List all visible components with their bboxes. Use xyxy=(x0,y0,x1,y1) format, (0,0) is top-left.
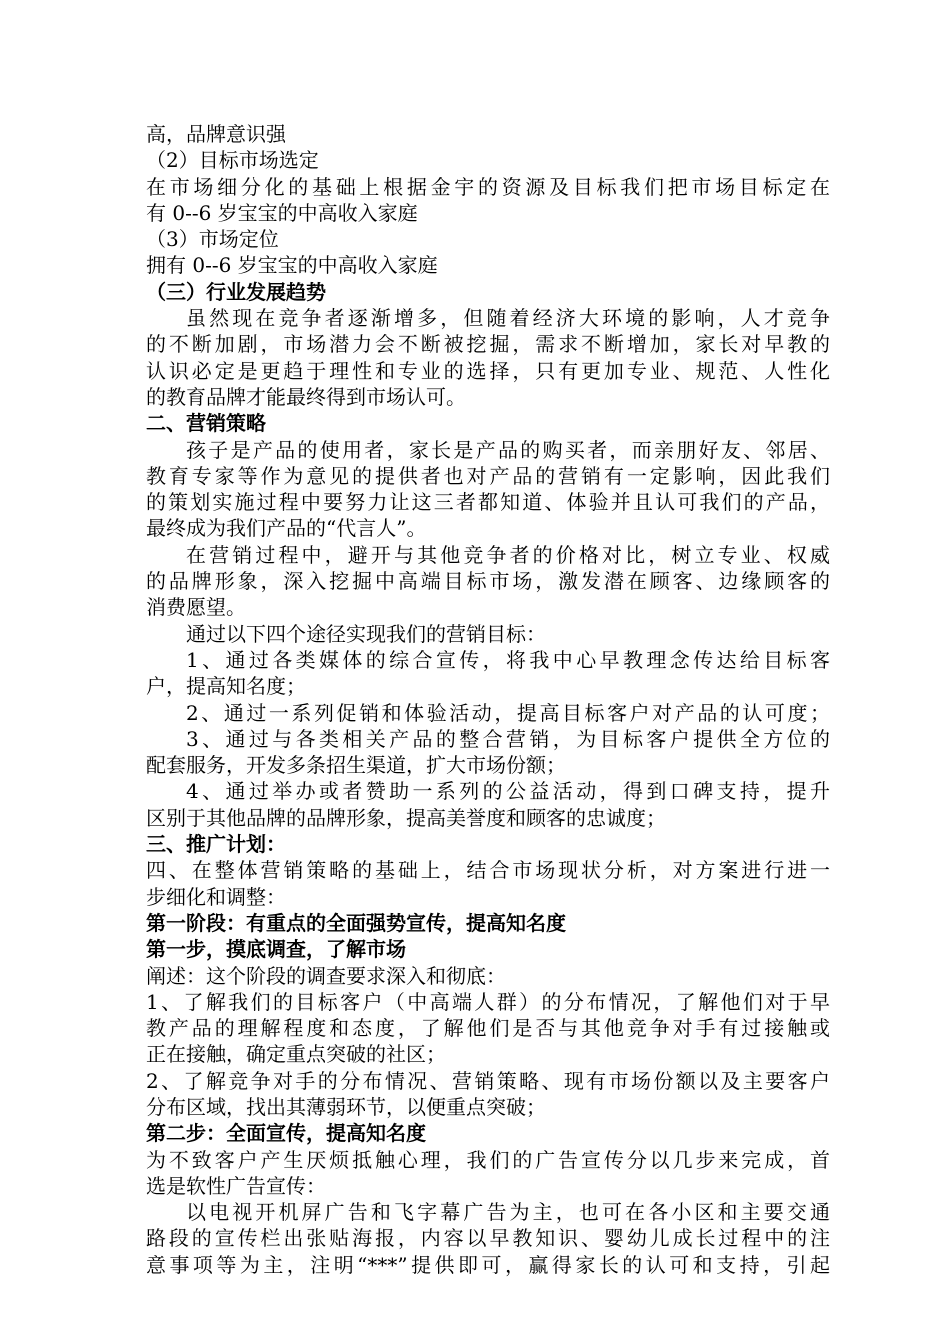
text-line: 在市场细分化的基础上根据金宇的资源及目标我们把市场目标定在 xyxy=(146,174,830,199)
text-line: 的策划实施过程中要努力让这三者都知道、体验并且认可我们的产品， xyxy=(146,490,830,515)
list-item: 1、通过各类媒体的综合宣传，将我中心早教理念传达给目标客 xyxy=(186,647,830,672)
list-item: 4、通过举办或者赞助一系列的公益活动，得到口碑支持，提升 xyxy=(186,779,830,804)
phase-heading: 第一阶段：有重点的全面强势宣传，提高知名度 xyxy=(146,910,566,935)
text-line: 认识必定是更趋于理性和专业的选择，只有更加专业、规范、人性化 xyxy=(146,358,830,383)
step-heading: 第一步，摸底调查，了解市场 xyxy=(146,937,406,962)
text-line: 拥有 0--6 岁宝宝的中高收入家庭 xyxy=(146,253,438,278)
text-line: 教育专家等作为意见的提供者也对产品的营销有一定影响，因此我们 xyxy=(146,463,830,488)
text-line: 教产品的理解程度和态度，了解他们是否与其他竞争对手有过接触或 xyxy=(146,1016,830,1041)
subheading: （3）市场定位 xyxy=(146,227,279,252)
text-line: 的品牌形象，深入挖掘中高端目标市场，激发潜在顾客、边缘顾客的 xyxy=(146,569,830,594)
text-line: 路段的宣传栏出张贴海报，内容以早教知识、婴幼儿成长过程中的注 xyxy=(146,1226,830,1251)
text-line: 孩子是产品的使用者，家长是产品的购买者，而亲朋好友、邻居、 xyxy=(186,437,830,462)
list-item: 2、通过一系列促销和体验活动，提高目标客户对产品的认可度； xyxy=(186,700,830,725)
subheading: （2）目标市场选定 xyxy=(146,148,319,173)
text-line: 虽然现在竞争者逐渐增多，但随着经济大环境的影响，人才竞争 xyxy=(186,306,830,331)
text-line: 意事项等为主，注明“***”提供即可，赢得家长的认可和支持，引起 xyxy=(146,1252,830,1277)
text-line: 四、在整体营销策略的基础上，结合市场现状分析，对方案进行进一 xyxy=(146,858,830,883)
text-line: 分布区域，找出其薄弱环节，以便重点突破； xyxy=(146,1094,546,1119)
text-line: 为不致客户产生厌烦抵触心理，我们的广告宣传分以几步来完成，首 xyxy=(146,1147,830,1172)
list-item: 3、通过与各类相关产品的整合营销，为目标客户提供全方位的 xyxy=(186,726,830,751)
text-line: 高，品牌意识强 xyxy=(146,122,286,146)
text-line: 的教育品牌才能最终得到市场认可。 xyxy=(146,384,466,409)
list-item: 1、了解我们的目标客户（中高端人群）的分布情况，了解他们对于早 xyxy=(146,989,830,1014)
text-line: 选是软性广告宣传： xyxy=(146,1173,326,1198)
text-line: 配套服务，开发多条招生渠道，扩大市场份额； xyxy=(146,753,566,778)
text-line: 以电视开机屏广告和飞字幕广告为主，也可在各小区和主要交通 xyxy=(186,1200,830,1225)
text-line: 通过以下四个途径实现我们的营销目标： xyxy=(186,621,546,646)
step-heading: 第二步：全面宣传，提高知名度 xyxy=(146,1121,426,1146)
text-line: 正在接触，确定重点突破的社区； xyxy=(146,1042,446,1067)
text-line: 最终成为我们产品的“代言人”。 xyxy=(146,516,427,541)
section-heading: 二、营销策略 xyxy=(146,411,266,436)
text-line: 阐述：这个阶段的调查要求深入和彻底： xyxy=(146,963,506,988)
text-line: 步细化和调整： xyxy=(146,884,286,909)
text-line: 区别于其他品牌的品牌形象，提高美誉度和顾客的忠诚度； xyxy=(146,805,666,830)
text-line: 有 0--6 岁宝宝的中高收入家庭 xyxy=(146,200,418,225)
list-item: 2、了解竞争对手的分布情况、营销策略、现有市场份额以及主要客户 xyxy=(146,1068,830,1093)
section-heading: 三、推广计划： xyxy=(146,832,286,857)
text-line: 的不断加剧，市场潜力会不断被挖掘，需求不断增加，家长对早教的 xyxy=(146,332,830,357)
section-heading: （三）行业发展趋势 xyxy=(146,279,326,304)
text-line: 在营销过程中，避开与其他竞争者的价格对比，树立专业、权威 xyxy=(186,542,830,567)
text-line: 消费愿望。 xyxy=(146,595,246,620)
text-line: 户，提高知名度； xyxy=(146,674,306,699)
